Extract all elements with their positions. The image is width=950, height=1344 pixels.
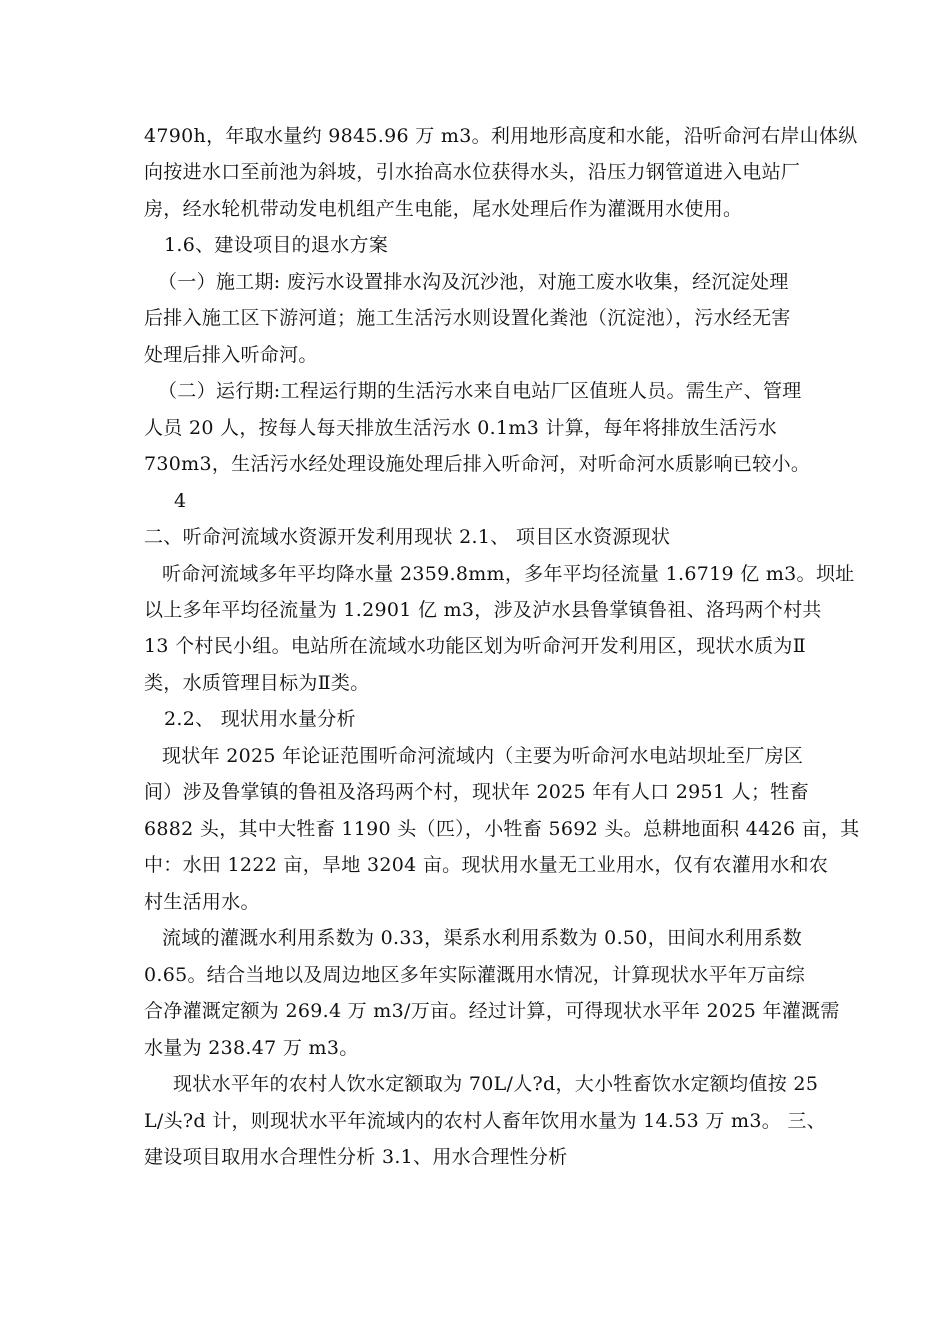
text-line: 中：水田 1222 亩，旱地 3204 亩。现状用水量无工业用水，仅有农灌用水和农 [144, 854, 829, 876]
text-line: 听命河流域多年平均降水量 2359.8mm，多年平均径流量 1.6719 亿 m3。坝址 [162, 563, 855, 585]
section-heading: 二、听命河流域水资源开发利用现状 2.1、 项目区水资源现状 [144, 526, 671, 548]
text-line: 房，经水轮机带动发电机组产生电能，尾水处理后作为灌溉用水使用。 [144, 198, 743, 220]
page-number: 4 [174, 490, 187, 512]
text-line: L/头?d 计，则现状水平年流域内的农村人畜年饮用水量为 14.53 万 m3。 三、 [144, 1110, 826, 1132]
text-line: 向按进水口至前池为斜坡，引水抬高水位获得水头，沿压力钢管道进入电站厂 [144, 161, 801, 183]
text-line: 现状年 2025 年论证范围听命河流域内（主要为听命河水电站坝址至厂房区 [162, 745, 804, 767]
section-heading: 2.2、 现状用水量分析 [164, 708, 356, 730]
text-line: 后排入施工区下游河道；施工生活污水则设置化粪池（沉淀池），污水经无害 [144, 307, 791, 329]
text-line: 现状水平年的农村人饮水定额取为 70L/人?d，大小牲畜饮水定额均值按 25 [173, 1073, 819, 1095]
text-line: 4790h，年取水量约 9845.96 万 m3。利用地形高度和水能，沿听命河右岸山体纵 [144, 125, 858, 147]
text-line: 13 个村民小组。电站所在流域水功能区划为听命河开发利用区，现状水质为Ⅱ [144, 635, 806, 657]
text-line: 水量为 238.47 万 m3。 [144, 1037, 359, 1059]
text-line: 6882 头，其中大牲畜 1190 头（匹），小牲畜 5692 头。总耕地面积 4426 亩，其 [144, 818, 860, 840]
text-line: 处理后排入听命河。 [144, 344, 318, 366]
text-line: 类，水质管理目标为Ⅱ类。 [144, 672, 370, 694]
text-line: （二）运行期:工程运行期的生活污水来自电站厂区值班人员。需生产、管理 [158, 380, 802, 402]
text-line: 人员 20 人，按每人每天排放生活污水 0.1m3 计算，每年将排放生活污水 [144, 417, 778, 439]
text-line: （一）施工期: 废污水设置排水沟及沉沙池，对施工废水收集，经沉淀处理 [158, 271, 789, 293]
text-line: 0.65。结合当地以及周边地区多年实际灌溉用水情况，计算现状水平年万亩综 [144, 964, 806, 986]
text-line: 间）涉及鲁掌镇的鲁祖及洛玛两个村，现状年 2025 年有人口 2951 人；牲畜 [144, 781, 809, 803]
text-line: 合净灌溉定额为 269.4 万 m3/万亩。经过计算，可得现状水平年 2025 年灌溉需 [144, 1000, 840, 1022]
text-line: 以上多年平均径流量为 1.2901 亿 m3，涉及泸水县鲁掌镇鲁祖、洛玛两个村共 [144, 599, 822, 621]
text-line: 流域的灌溉水利用系数为 0.33，渠系水利用系数为 0.50，田间水利用系数 [162, 927, 803, 949]
text-line: 村生活用水。 [144, 891, 260, 913]
text-line: 730m3，生活污水经处理设施处理后排入听命河，对听命河水质影响已较小。 [144, 453, 811, 475]
text-line: 建设项目取用水合理性分析 3.1、用水合理性分析 [144, 1146, 568, 1168]
section-heading: 1.6、建设项目的退水方案 [164, 234, 389, 256]
